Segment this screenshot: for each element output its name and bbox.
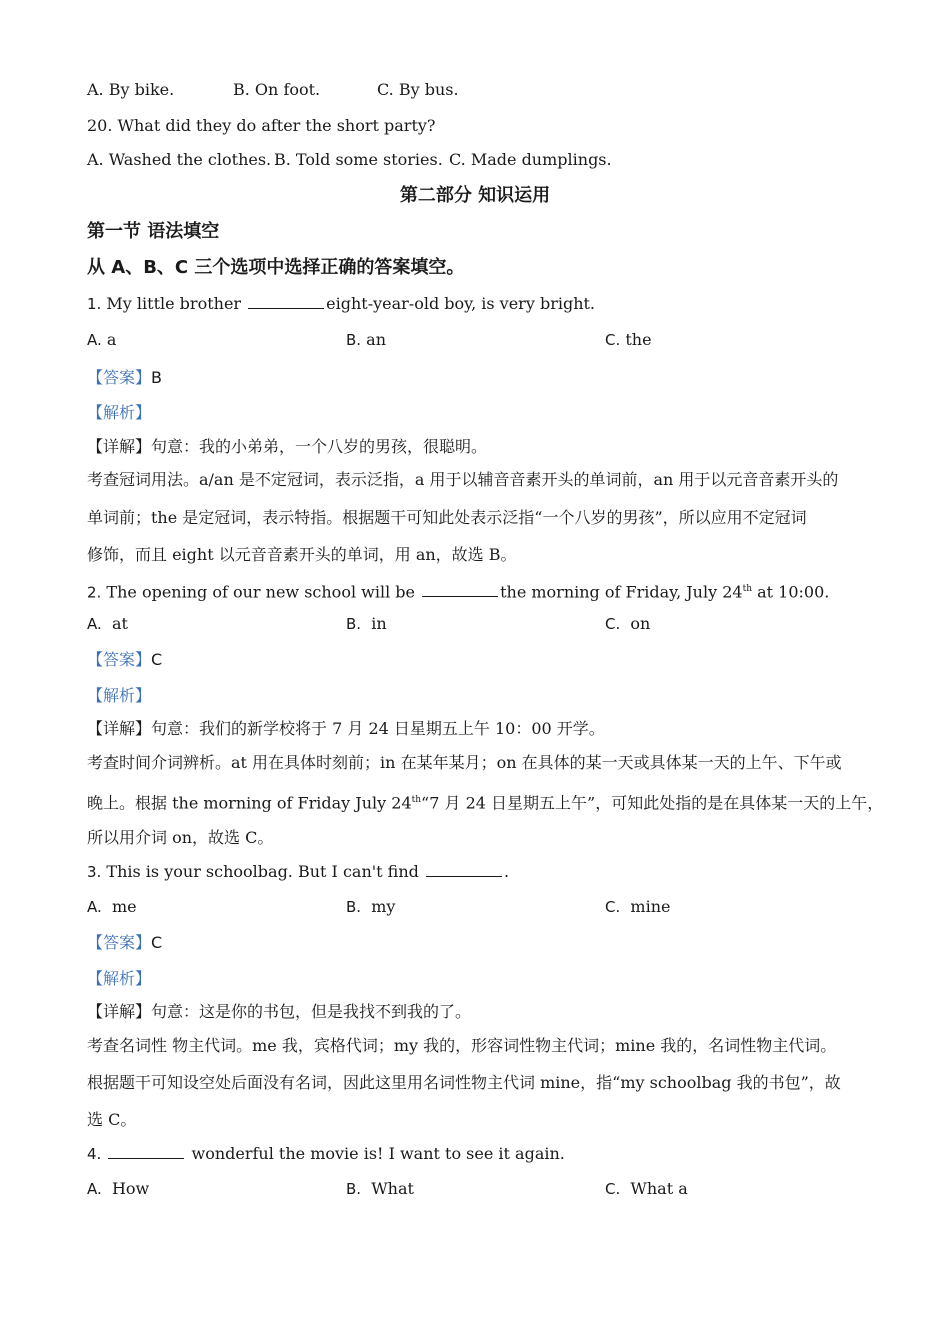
q4-option-b: B. What	[346, 1179, 414, 1198]
q3-option-b: B. my	[346, 897, 396, 916]
question-3: 3. This is your schoolbag. But I can't find .	[87, 862, 510, 881]
q3-option-c: C. mine	[605, 897, 671, 916]
q1-analysis-label: 【解析】	[87, 403, 152, 422]
q3-analysis-label: 【解析】	[87, 969, 152, 988]
q1-option-b: B. an	[346, 330, 386, 349]
q4-option-c: C. What a	[605, 1179, 688, 1198]
part-title: 第二部分 知识运用	[399, 185, 551, 206]
q3-explain-line-3: 选 C。	[87, 1110, 137, 1129]
q2-option-b: B. in	[346, 614, 387, 633]
q2-explain-line-2: 晚上。根据 the morning of Friday July 24th“7 月 24 日星期五上午”，可知此处指的是在具体某一天的上午，	[87, 793, 884, 813]
q19-option-c: C. By bus.	[377, 80, 459, 99]
q20-option-c: C. Made dumplings.	[449, 150, 612, 169]
q1-explain-line-1: 考查冠词用法。a/an 是不定冠词，表示泛指，a 用于以辅音音素开头的单词前，an 用于以元音音素开头的	[87, 470, 839, 489]
q19-option-a: A. By bike.	[87, 80, 175, 99]
q3-answer: 【答案】C	[87, 933, 163, 952]
q20-question: 20. What did they do after the short party?	[87, 116, 436, 135]
q3-explain-line-2: 根据题干可知设空处后面没有名词，因此这里用名词性物主代词 mine，指“my schoolbag 我的书包”，故	[87, 1073, 841, 1092]
q4-option-a: A. How	[87, 1179, 150, 1198]
q1-answer: 【答案】B	[87, 368, 162, 387]
q2-option-a: A. at	[87, 614, 128, 633]
q2-detail: 【详解】句意：我们的新学校将于 7 月 24 日星期五上午 10：00 开学。	[87, 719, 605, 738]
q1-detail: 【详解】句意：我的小弟弟，一个八岁的男孩，很聪明。	[87, 437, 488, 456]
answer-blank	[422, 580, 498, 597]
answer-blank	[108, 1142, 184, 1159]
q20-option-b: B. Told some stories.	[274, 150, 443, 169]
answer-blank	[248, 292, 324, 309]
question-2: 2. The opening of our new school will be the morning of Friday, July 24th at 10:00.	[87, 582, 830, 602]
q1-explain-line-2: 单词前；the 是定冠词，表示特指。根据题干可知此处表示泛指“一个八岁的男孩”，所以应用不定冠词	[87, 508, 807, 527]
q19-option-b: B. On foot.	[233, 80, 321, 99]
q20-option-a: A. Washed the clothes.	[87, 150, 272, 169]
q2-option-c: C. on	[605, 614, 651, 633]
q3-detail: 【详解】句意：这是你的书包，但是我找不到我的了。	[87, 1002, 472, 1021]
question-1: 1. My little brother eight-year-old boy, is very bright.	[87, 294, 596, 313]
q1-option-a: A. a	[87, 330, 117, 349]
q2-analysis-label: 【解析】	[87, 686, 152, 705]
answer-blank	[426, 860, 502, 877]
q2-explain-line-3: 所以用介词 on，故选 C。	[87, 828, 274, 847]
q2-answer: 【答案】C	[87, 650, 163, 669]
question-4: 4. wonderful the movie is! I want to see it again.	[87, 1144, 565, 1163]
section-title: 第一节 语法填空	[87, 221, 220, 242]
section-instruction: 从 A、B、C 三个选项中选择正确的答案填空。	[87, 257, 465, 278]
q2-explain-line-1: 考查时间介词辨析。at 用在具体时刻前；in 在某年某月；on 在具体的某一天或具体某一天的上午、下午或	[87, 753, 842, 772]
q1-explain-line-3: 修饰，而且 eight 以元音音素开头的单词，用 an，故选 B。	[87, 545, 517, 564]
q1-option-c: C. the	[605, 330, 652, 349]
q3-option-a: A. me	[87, 897, 137, 916]
q3-explain-line-1: 考查名词性 物主代词。me 我，宾格代词；my 我的，形容词性物主代词；mine 我的，名词性物主代词。	[87, 1036, 837, 1055]
